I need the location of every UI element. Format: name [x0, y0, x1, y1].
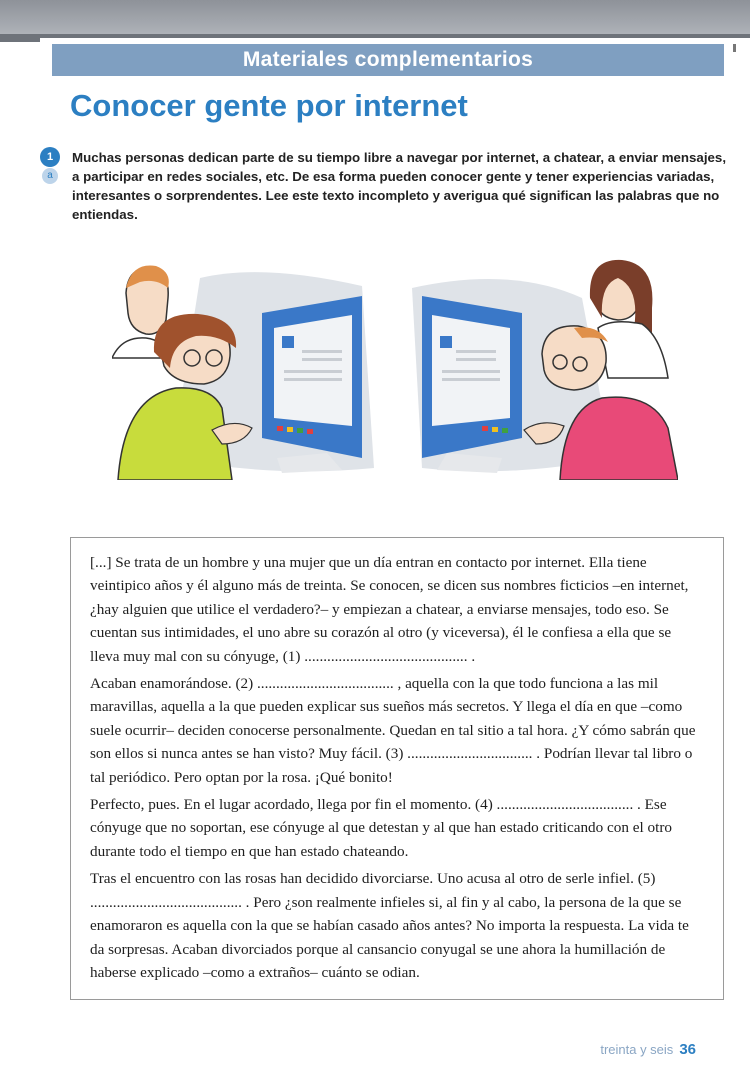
reading-paragraph-1: [...] Se trata de un hombre y una mujer que un día entran en contacto por internet. Ella tiene veintipico años y él alguno más de treinta. Se conocen, se dicen sus nombres ficticios –en internet, ¿hay alguien que utilice el verdadero?– y empiezan a chatear, a enviarse mensajes, todo eso. Se cuentan sus intimidades, el uno abre su corazón al otro (y viceversa), él le confiesa a ella que se lleva muy mal con su cónyuge, (1) ........................................... . — [90, 554, 689, 665]
page-footer — [600, 1041, 696, 1058]
exercise-instruction: Muchas personas dedican parte de su tiempo libre a navegar por internet, a chatear, a enviar mensajes, a participar en redes sociales, etc. De esa forma pueden conocer gente y tener experiencias variadas, interesantes o sorprendentes. Lee este texto incompleto y averigua qué significan las palabras que no entiendas. — [72, 150, 727, 222]
people-at-computers-illustration — [112, 258, 678, 480]
reading-text-box — [70, 537, 724, 1000]
corner-mark — [733, 44, 736, 52]
reading-paragraph-2: Acaban enamorándose. (2) .................................... , aquella con la que todo funciona a las mil maravillas, aquella a la que pueden explicar sus sueños más secretos. Y llega el día en que –como suele ocurrir– deciden conocerse personalmente. Quedan en tal sitio a tal hora. ¿Y cómo sabrán que son ellos si nunca antes se han visto? Muy fácil. (3) ................................. . Podrían llevar tal libro o tal periódico. Pero optan por la rosa. ¡Qué bonito! — [90, 675, 696, 786]
top-strip — [0, 0, 750, 34]
section-banner: Materiales complementarios — [52, 44, 724, 76]
reading-paragraph-3: Perfecto, pues. En el lugar acordado, llega por fin el momento. (4) .................................... . Ese cónyuge que no soportan, ese cónyuge al que detestan y al que han estado criticando con el otro durante todo el tiempo en que han estado chateando. — [90, 796, 672, 860]
top-notch — [0, 38, 40, 42]
top-divider — [0, 34, 750, 38]
page-number: 36 — [679, 1041, 696, 1058]
exercise-letter-badge: a — [42, 168, 58, 184]
exercise-number-badge: 1 — [40, 147, 60, 167]
reading-paragraph-4: Tras el encuentro con las rosas han decidido divorciarse. Uno acusa al otro de serle infiel. (5) ........................................ . Pero ¿son realmente infieles si, al fin y al cabo, la persona de la que se enamoraron es aquella con la que se habían casado años antes? No importa la respuesta. La vida te da sorpresas. Acaban divorciados porque al cansancio conyugal se une ahora la humillación de haberse explicado –como a extraños– cuánto se odian. — [90, 870, 689, 981]
page-number-words: treinta y seis — [600, 1042, 674, 1057]
page-title: Conocer gente por internet — [70, 88, 468, 123]
